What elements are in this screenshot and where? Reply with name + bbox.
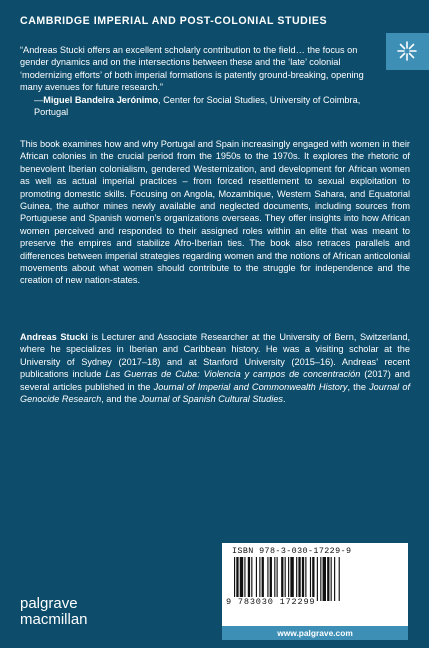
isbn-label: ISBN 978-3-030-17229-9: [232, 546, 352, 556]
isbn-digits: 9 783030 172299: [226, 597, 316, 607]
barcode-bar: [290, 557, 293, 601]
barcode-bar: [302, 557, 304, 601]
barcode-bar: [334, 557, 335, 601]
barcode-bar: [305, 557, 306, 601]
book-description: [20, 138, 410, 287]
barcode-bar: [256, 557, 257, 601]
barcode-bar: [236, 557, 238, 601]
description-paragraph: This book examines how and why Portugal and Spain increasingly engaged with women in their African colonies in the crucial period from the 1950s to the 1970s. It explores the rhetoric of benevolent Iberian colonialism, gendered Westernization, and development for African women as well as actual imperial practices – from forced resettlement to sexual exploitation to promoting domestic skills. Focusing on Angola, Mozambique, Western Sahara, and Equatorial Guinea, the author mines newly available and neglected documents, including sources from Portuguese and Spanish women’s organizations overseas. They offer insights into how African women perceived and responded to their assigned roles within an elite that was meant to preserve the empires and stabilize Afro-Iberian ties. The book also retraces parallels and differences between imperial strategies regarding women and the notions of African anticolonial movements about what women should contribute to the struggle for independence and the creation of new nation-states.: [20, 139, 410, 286]
endorser-affiliation: , Center for Social Studies, University of Coimbra, Portugal: [34, 94, 361, 118]
author-bio-paragraph: [20, 331, 410, 405]
barcode-bar: [274, 557, 275, 601]
barcode-bar: [240, 557, 243, 601]
publisher-line-1: palgrave: [20, 595, 78, 612]
endorsement: [20, 44, 388, 118]
endorsement-quote: “Andreas Stucki offers an excellent scholarly contribution to the field… the focus on gender dynamics and on the intersections between these and the ‘late’ colonial ‘modernizing efforts’ of both imperial formations is patently ground-breaking, opening many avenues for future research.”: [20, 45, 364, 93]
barcode-bar: [281, 557, 283, 601]
barcode-bar: [277, 557, 278, 601]
bio-journal-2: Journal of Genocide Research: [20, 381, 411, 405]
barcode-bar: [234, 557, 235, 601]
publisher-website[interactable]: www.palgrave.com: [222, 626, 408, 640]
barcode-bar: [270, 557, 272, 601]
barcode-bar: [298, 557, 300, 601]
barcode-bar: [267, 557, 268, 601]
barcode-bar: [331, 557, 332, 601]
bio-text-2: (2017) and several articles published in the: [20, 369, 410, 392]
endorser: [34, 94, 388, 119]
barcode-bar: [339, 557, 340, 601]
barcode-bar: [259, 557, 260, 601]
barcode-box: [222, 543, 408, 626]
series-logo: [386, 33, 429, 70]
publisher-line-2: macmillan: [20, 611, 88, 628]
barcode-bar: [312, 557, 314, 601]
barcode-bar: [320, 557, 321, 601]
barcode-bar: [310, 557, 311, 601]
barcode-bar: [244, 557, 245, 601]
author-bio: [20, 331, 410, 405]
barcode-bars: [234, 557, 394, 601]
barcode-bar: [288, 557, 289, 601]
barcode-bar: [296, 557, 297, 601]
bio-text-3: , the: [347, 381, 370, 392]
bio-text-5: .: [283, 394, 286, 405]
publisher-logo: [20, 596, 88, 628]
bio-book-title: Las Guerras de Cuba: Violencia y campos de concentración: [105, 369, 361, 380]
barcode-bar: [285, 557, 286, 601]
barcode-bar: [251, 557, 252, 601]
barcode-bar: [327, 557, 329, 601]
barcode-bar: [323, 557, 326, 601]
bio-text-4: , and the: [101, 394, 140, 405]
barcode-bar: [248, 557, 250, 601]
bio-text-1: is Lecturer and Associate Researcher at the University of Bern, Switzerland, where he specializes in Iberian and Caribbean history. He was a visiting scholar at the University of Sydney (2017–18) and at Stanford University (2015–16). Andreas’ recent publications include: [20, 332, 410, 380]
barcode-bar: [317, 557, 318, 601]
palgrave-spark-icon: [396, 40, 418, 62]
endorser-dash: —: [34, 94, 44, 105]
bio-journal-3: Journal of Spanish Cultural Studies: [139, 394, 284, 405]
endorser-name: Miguel Bandeira Jerónimo: [43, 94, 159, 105]
barcode-bar: [262, 557, 264, 601]
series-title: CAMBRIDGE IMPERIAL AND POST-COLONIAL STUDIES: [20, 15, 328, 27]
bio-journal-1: Journal of Imperial and Commonwealth History: [153, 381, 348, 392]
author-name: Andreas Stucki: [20, 332, 88, 342]
